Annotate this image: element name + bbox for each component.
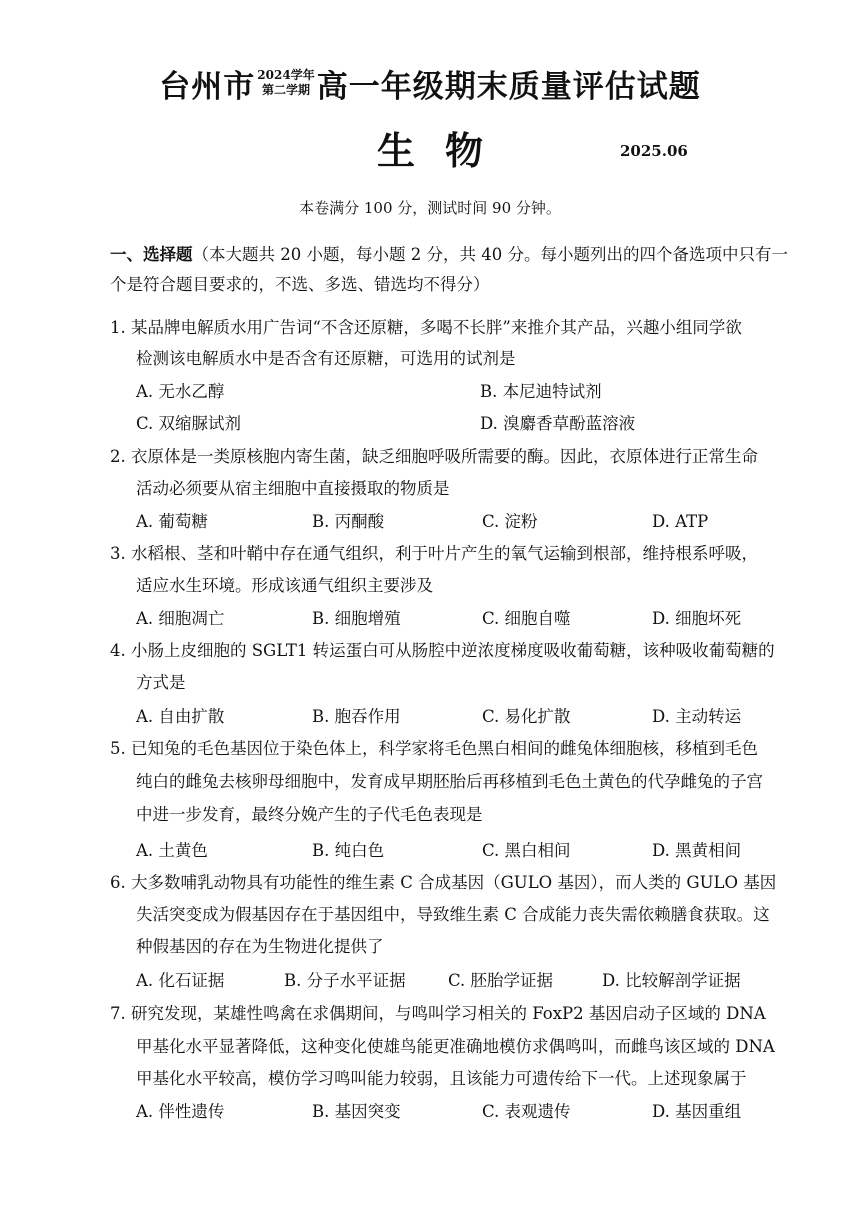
- question-7-line-1: 7. 研究发现，某雄性鸣禽在求偶期间，与鸣叫学习相关的 FoxP2 基因启动子区域的 DNA: [110, 1004, 766, 1023]
- question-1-option-a: A. 无水乙醇: [136, 382, 225, 401]
- question-3-option-b: B. 细胞增殖: [312, 609, 401, 628]
- question-4-option-a: A. 自由扩散: [136, 707, 225, 726]
- question-4-option-c: C. 易化扩散: [482, 707, 571, 726]
- question-6-line-2: 失活突变成为假基因存在于基因组中，导致维生素 C 合成能力丧失需依赖膳食获取。这: [136, 905, 770, 924]
- question-2-line-2: 活动必须要从宿主细胞中直接摄取的物质是: [136, 479, 450, 498]
- question-7-option-a: A. 伴性遗传: [136, 1102, 225, 1121]
- question-5-line-3: 中进一步发育，最终分娩产生的子代毛色表现是: [136, 805, 483, 824]
- question-2-option-c: C. 淀粉: [482, 512, 538, 531]
- question-6-line-1: 6. 大多数哺乳动物具有功能性的维生素 C 合成基因（GULO 基因），而人类的 GULO 基因: [110, 873, 777, 892]
- question-5-option-a: A. 土黄色: [136, 841, 208, 860]
- question-4-option-b: B. 胞吞作用: [312, 707, 401, 726]
- question-2-option-d: D. ATP: [652, 512, 709, 531]
- question-1-option-d: D. 溴麝香草酚蓝溶液: [480, 414, 636, 433]
- subject-title: 生物: [376, 128, 513, 173]
- question-1-line-1: 1. 某品牌电解质水用广告词“不含还原糖，多喝不长胖”来推介其产品，兴趣小组同学欲: [110, 318, 742, 337]
- term-stack: [257, 68, 314, 98]
- exam-date: 2025.06: [620, 142, 688, 160]
- exam-info: 本卷满分 100 分，测试时间 90 分钟。: [299, 199, 561, 217]
- section-heading-line-1: [110, 244, 788, 266]
- question-5-option-d: D. 黑黄相间: [652, 841, 742, 860]
- question-6-option-d: D. 比较解剖学证据: [602, 971, 741, 990]
- question-5-line-1: 5. 已知兔的毛色基因位于染色体上，科学家将毛色黑白相间的雌兔体细胞核，移植到毛色: [110, 739, 758, 758]
- question-1-line-2: 检测该电解质水中是否含有还原糖，可选用的试剂是: [136, 349, 516, 368]
- question-6-option-b: B. 分子水平证据: [284, 971, 406, 990]
- question-1-option-b: B. 本尼迪特试剂: [480, 382, 602, 401]
- question-3-line-2: 适应水生环境。形成该通气组织主要涉及: [136, 576, 433, 595]
- section-desc-1: （本大题共 20 小题，每小题 2 分，共 40 分。每小题列出的四个备选项中只有一: [192, 245, 788, 264]
- question-7-option-c: C. 表观遗传: [482, 1102, 571, 1121]
- question-5-option-b: B. 纯白色: [312, 841, 385, 860]
- question-7-option-d: D. 基因重组: [652, 1102, 742, 1121]
- question-4-line-1: 4. 小肠上皮细胞的 SGLT1 转运蛋白可从肠腔中逆浓度梯度吸收葡萄糖，该种吸收葡萄糖的: [110, 641, 775, 660]
- question-2-option-a: A. 葡萄糖: [136, 512, 208, 531]
- exam-name: 高一年级期末质量评估试题: [316, 68, 701, 105]
- question-6-option-a: A. 化石证据: [136, 971, 225, 990]
- section-desc-2: 个是符合题目要求的，不选、多选、错选均不得分）: [110, 275, 490, 294]
- question-2-line-1: 2. 衣原体是一类原核胞内寄生菌，缺乏细胞呼吸所需要的酶。因此，衣原体进行正常生命: [110, 447, 758, 466]
- city-name: 台州市: [159, 68, 256, 105]
- question-7-line-3: 甲基化水平较高，模仿学习鸣叫能力较弱，且该能力可遗传给下一代。上述现象属于: [136, 1069, 747, 1088]
- question-4-option-d: D. 主动转运: [652, 707, 742, 726]
- question-3-line-1: 3. 水稻根、茎和叶鞘中存在通气组织，利于叶片产生的氧气运输到根部，维持根系呼吸，: [110, 544, 758, 563]
- question-2-option-b: B. 丙酮酸: [312, 512, 385, 531]
- school-year: 2024学年: [257, 68, 315, 82]
- question-7-line-2: 甲基化水平显著降低，这种变化使雄鸟能更准确地模仿求偶鸣叫，而雌鸟该区域的 DNA: [136, 1037, 775, 1056]
- term: 第二学期: [261, 83, 310, 97]
- question-4-line-2: 方式是: [136, 673, 186, 692]
- question-6-line-3: 种假基因的存在为生物进化提供了: [136, 937, 384, 956]
- question-1-option-c: C. 双缩脲试剂: [136, 414, 242, 433]
- question-6-option-c: C. 胚胎学证据: [448, 971, 554, 990]
- question-3-option-a: A. 细胞凋亡: [136, 609, 225, 628]
- question-3-option-c: C. 细胞自噬: [482, 609, 571, 628]
- exam-title: [0, 58, 860, 108]
- question-5-line-2: 纯白的雌兔去核卵母细胞中，发育成早期胚胎后再移植到毛色土黄色的代孕雌兔的子宫: [136, 772, 763, 791]
- question-5-option-c: C. 黑白相间: [482, 841, 571, 860]
- section-heading: 一、选择题: [110, 245, 193, 264]
- question-3-option-d: D. 细胞坏死: [652, 609, 742, 628]
- question-7-option-b: B. 基因突变: [312, 1102, 401, 1121]
